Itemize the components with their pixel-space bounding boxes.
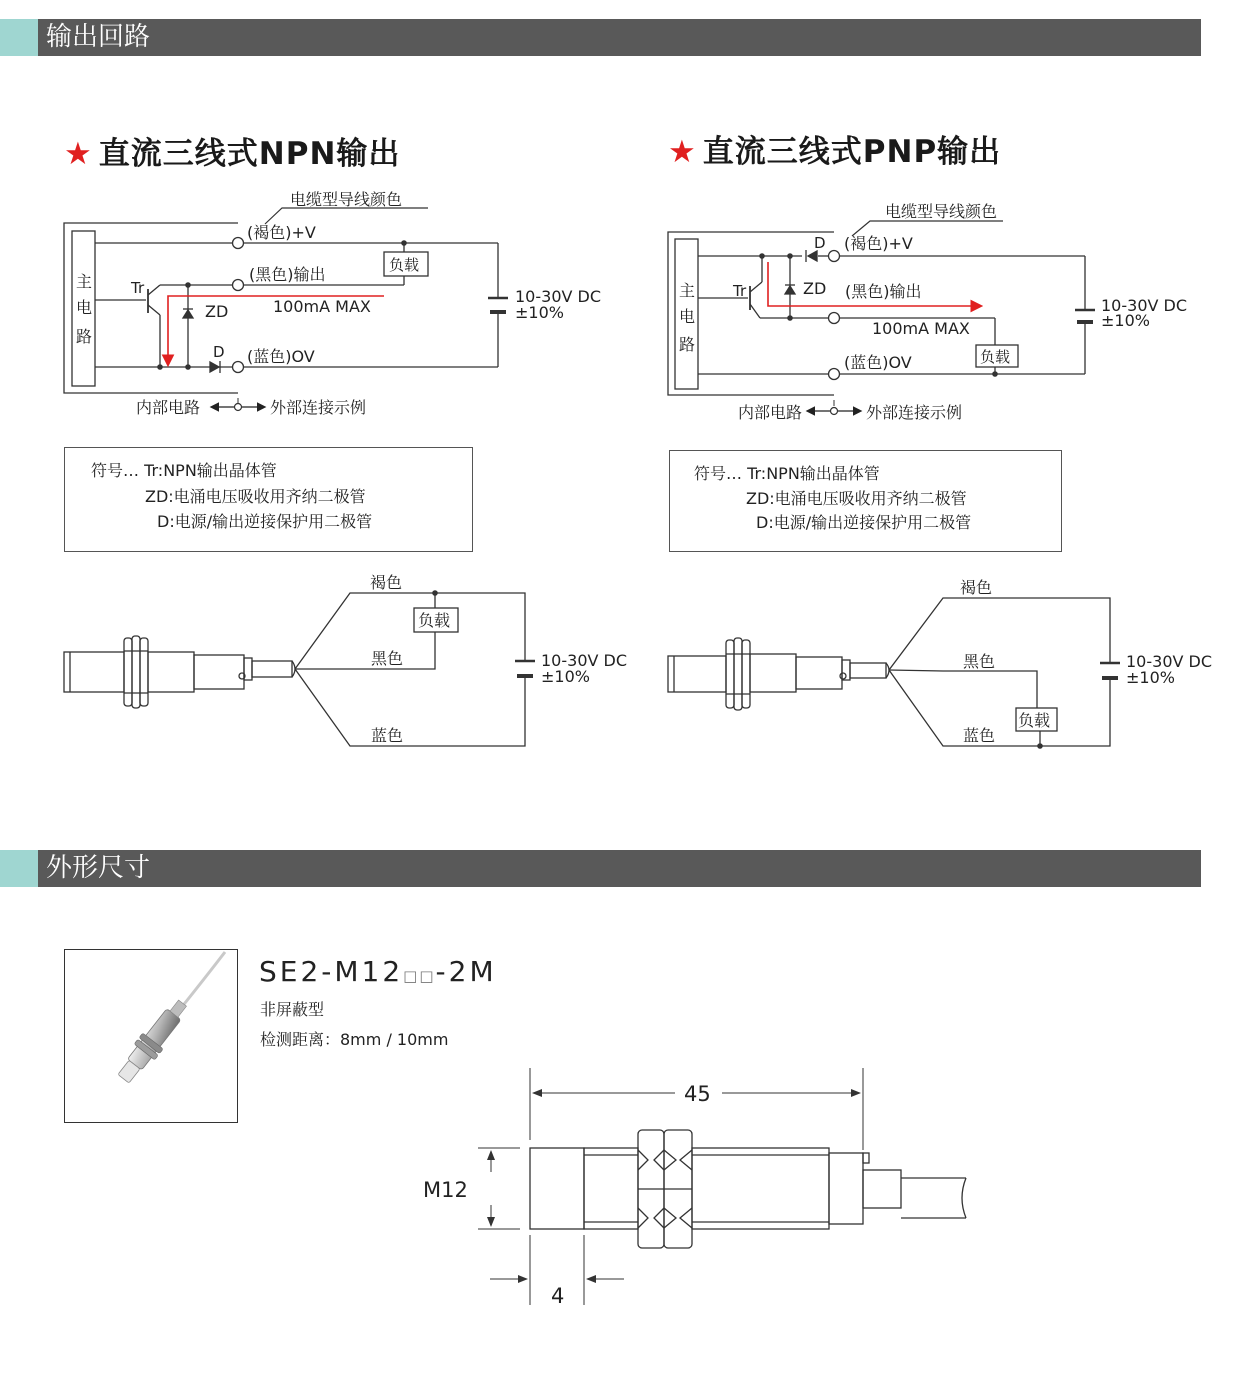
legend-line: D:电源/输出逆接保护用二极管 bbox=[756, 513, 972, 532]
model-suffix: -2M bbox=[435, 955, 497, 988]
npn-wiring-diagram bbox=[0, 560, 640, 760]
npn-wiring-black: 黑色 bbox=[371, 649, 404, 668]
pnp-supply-label: 10-30V DC bbox=[1101, 296, 1188, 315]
pnp-circuit-diagram bbox=[640, 0, 1240, 440]
legend-line: D:电源/输出逆接保护用二极管 bbox=[157, 512, 373, 531]
legend-line: ZD:电涌电压吸收用齐纳二极管 bbox=[145, 487, 366, 506]
npn-circuit-diagram bbox=[0, 0, 640, 430]
model-boxes: □□ bbox=[403, 967, 436, 985]
section-accent bbox=[0, 850, 38, 887]
legend-line: 符号… Tr:NPN输出晶体管 bbox=[91, 461, 277, 480]
pnp-blue-label: (蓝色)OV bbox=[844, 353, 912, 372]
pnp-cable-note: 电缆型导线颜色 bbox=[885, 202, 998, 221]
npn-wiring-brown: 褐色 bbox=[370, 573, 403, 592]
pnp-wiring-brown: 褐色 bbox=[960, 578, 993, 597]
npn-main-circuit-2: 电 bbox=[76, 298, 93, 317]
npn-zd-label: ZD bbox=[205, 302, 229, 321]
npn-supply-label: 10-30V DC bbox=[515, 287, 602, 306]
pnp-brown-label: (褐色)+V bbox=[844, 234, 913, 253]
section-bar-dimensions bbox=[0, 850, 1201, 887]
npn-load-label: 负载 bbox=[389, 256, 420, 274]
product-type: 非屏蔽型 bbox=[260, 1000, 325, 1019]
npn-heading-text: 直流三线式NPN输出 bbox=[98, 136, 401, 172]
npn-main-circuit-1: 主 bbox=[76, 272, 93, 291]
npn-black-label: (黑色)输出 bbox=[249, 265, 326, 284]
pnp-d-label: D bbox=[814, 234, 826, 252]
dim-face: 4 bbox=[551, 1284, 565, 1308]
npn-wiring-load: 负载 bbox=[418, 611, 451, 630]
npn-external-label: 外部连接示例 bbox=[270, 398, 367, 417]
pnp-wiring-supply: 10-30V DC bbox=[1126, 652, 1213, 671]
dim-length: 45 bbox=[684, 1082, 711, 1106]
pnp-external-label: 外部连接示例 bbox=[866, 403, 963, 422]
npn-wiring-tolerance: ±10% bbox=[541, 667, 590, 686]
model-number bbox=[259, 955, 497, 988]
npn-brown-label: (褐色)+V bbox=[247, 223, 316, 242]
pnp-wiring-blue: 蓝色 bbox=[963, 726, 996, 745]
legend-line: 符号… Tr:NPN输出晶体管 bbox=[694, 464, 880, 483]
npn-wiring-supply: 10-30V DC bbox=[541, 651, 628, 670]
pnp-wiring-load: 负载 bbox=[1018, 711, 1051, 730]
npn-max-current: 100mA MAX bbox=[273, 297, 371, 316]
npn-main-circuit-3: 路 bbox=[76, 327, 93, 346]
product-photo bbox=[64, 949, 238, 1123]
npn-d-label: D bbox=[213, 343, 225, 361]
pnp-load-label: 负载 bbox=[980, 348, 1011, 366]
star-icon: ★ bbox=[64, 136, 93, 172]
model-prefix: SE2-M12 bbox=[259, 955, 404, 988]
pnp-wiring-tolerance: ±10% bbox=[1126, 668, 1175, 687]
detection-distance: 检测距离：8mm / 10mm bbox=[260, 1030, 449, 1049]
section-title: 外形尺寸 bbox=[46, 853, 151, 883]
dim-thread: M12 bbox=[423, 1178, 468, 1202]
npn-blue-label: (蓝色)OV bbox=[247, 347, 315, 366]
dimension-drawing bbox=[400, 1060, 980, 1310]
legend-line: ZD:电涌电压吸收用齐纳二极管 bbox=[746, 489, 967, 508]
npn-symbol-legend bbox=[64, 447, 473, 552]
npn-cable-note: 电缆型导线颜色 bbox=[290, 190, 403, 209]
npn-wiring-blue: 蓝色 bbox=[371, 726, 404, 745]
pnp-internal-label: 内部电路 bbox=[738, 403, 803, 422]
sensor-image bbox=[65, 950, 237, 1122]
pnp-main-circuit-1: 主 bbox=[679, 281, 696, 300]
pnp-heading-text: 直流三线式PNP输出 bbox=[702, 134, 1002, 170]
pnp-tolerance-label: ±10% bbox=[1101, 311, 1150, 330]
pnp-wiring-black: 黑色 bbox=[963, 652, 996, 671]
pnp-zd-label: ZD bbox=[803, 279, 827, 298]
npn-internal-label: 内部电路 bbox=[136, 398, 201, 417]
pnp-main-circuit-2: 电 bbox=[679, 307, 696, 326]
npn-tr-label: Tr bbox=[131, 279, 145, 297]
pnp-tr-label: Tr bbox=[733, 282, 747, 300]
star-icon: ★ bbox=[668, 134, 697, 170]
pnp-wiring-diagram bbox=[640, 560, 1240, 760]
section-title: 输出回路 bbox=[46, 22, 151, 52]
pnp-main-circuit-3: 路 bbox=[679, 335, 696, 354]
pnp-symbol-legend bbox=[669, 450, 1062, 552]
pnp-black-label: (黑色)输出 bbox=[845, 282, 922, 301]
pnp-max-current: 100mA MAX bbox=[872, 319, 970, 338]
npn-tolerance-label: ±10% bbox=[515, 303, 564, 322]
